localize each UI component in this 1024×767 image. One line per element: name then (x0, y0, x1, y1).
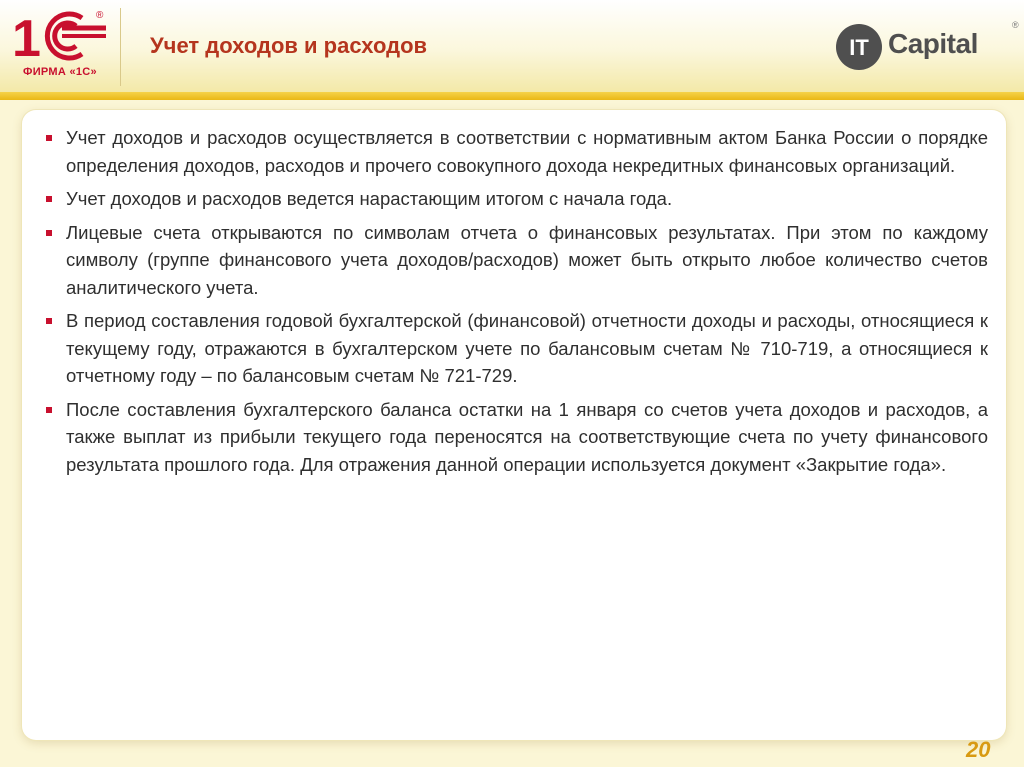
bullet-text: Учет доходов и расходов ведется нарастающим итогом с начала года. (66, 188, 673, 209)
bullet-text: Лицевые счета открываются по символам отчета о финансовых результатах. При этом по каждому символу (группе финансового учета доходов/расходов) может быть открыто любое количество счетов аналитического учета. (66, 221, 988, 298)
it-capital-reg-mark: ® (1012, 20, 1019, 30)
bullet-item (44, 124, 988, 179)
bullet-item (44, 185, 988, 213)
logo-1c (10, 6, 110, 86)
bullet-marker-icon (46, 318, 52, 324)
it-capital-text: Capital (888, 28, 978, 59)
it-capital-badge-text: IT (849, 35, 869, 60)
bullet-list (44, 124, 988, 484)
bullet-marker-icon (46, 407, 52, 413)
slide-header (0, 0, 1024, 92)
bullet-item (44, 307, 988, 390)
bullet-item (44, 396, 988, 479)
logo-1c-caption: ФИРМА «1С» (23, 66, 97, 78)
bullet-marker-icon (46, 135, 52, 141)
logo-1c-reg-mark: ® (96, 10, 104, 21)
header-stripe (0, 92, 1024, 100)
bullet-marker-icon (46, 196, 52, 202)
it-capital-badge-icon (834, 22, 884, 72)
logo-1c-mark-icon (10, 6, 110, 66)
bullet-text: После составления бухгалтерского баланса остатки на 1 января со счетов учета доходов и расходов, а также выплат из прибыли текущего года переносятся на соответствующие счета по учету финансового результата прошлого года. Для отражения данной операции используется документ «Закрытие года». (66, 398, 988, 475)
header-divider (120, 8, 121, 86)
slide-title: Учет доходов и расходов (150, 33, 428, 58)
logo-it-capital (834, 20, 1018, 76)
bullet-marker-icon (46, 230, 52, 236)
bullet-text: В период составления годовой бухгалтерской (финансовой) отчетности доходы и расходы, относящиеся к текущему году, отражаются в бухгалтерском учете по балансовым счетам № 710-719, а относящиеся к отчетному году – по балансовым счетам № 721-729. (66, 310, 988, 386)
svg-text:1: 1 (12, 10, 41, 66)
bullet-text: Учет доходов и расходов осуществляется в соответствии с нормативным актом Банка России о порядке определения доходов, расходов и прочего совокупного дохода некредитных финансовых организаций. (66, 127, 988, 176)
bullet-item (44, 219, 988, 302)
page-number: 20 (966, 737, 991, 762)
